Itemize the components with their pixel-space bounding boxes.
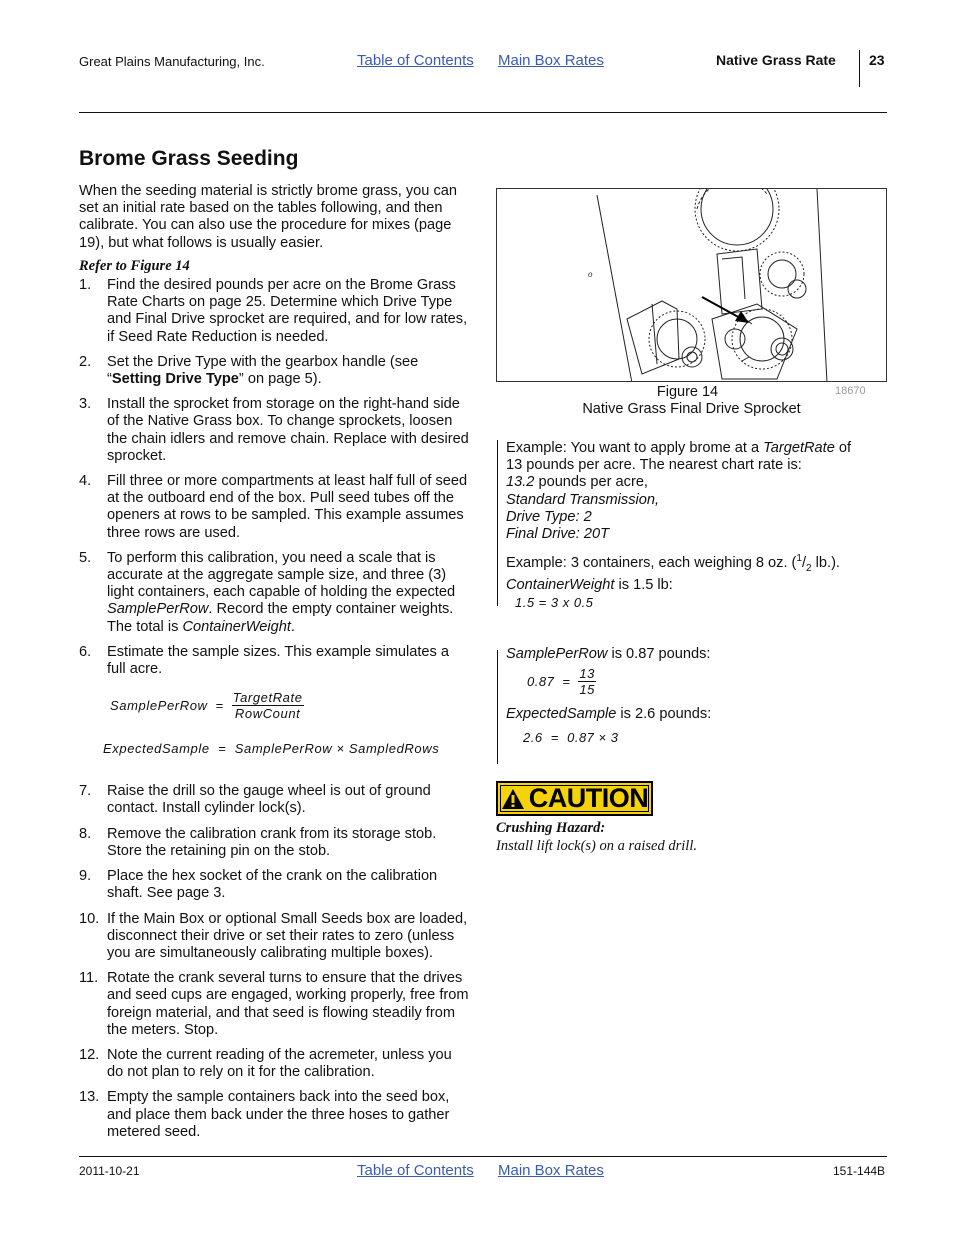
- doc-number: 151-144B: [833, 1164, 886, 1178]
- example-1: Example: You want to apply brome at a TargetRate of 13 pounds per acre. The nearest chart rate is: 13.2 pounds per acre, Standard Transmission, Drive Type: 2 Final Drive: 20T Example: 3 containers, each weighing 8 oz. ($^1/_2$ lb.). ContainerWeight is 1.5 lb: 1.5 = 3 x 0.5: [506, 440, 852, 611]
- hazard-text: Install lift lock(s) on a raised drill.: [496, 838, 697, 854]
- step-1: 1. Find the desired pounds per acre on the Brome Grass Rate Charts on page 25. Determine which Drive Type and Final Drive sprocket are required, and for low rates, if Seed Rate Reduction is needed.: [79, 277, 468, 345]
- page-number: 23: [869, 52, 885, 68]
- toc-link-header[interactable]: Table of Contents: [357, 52, 474, 69]
- figure-caption: Native Grass Final Drive Sprocket: [582, 401, 801, 417]
- step-13: 13. Empty the sample containers back into the seed box, and place them back under the three hoses to gather metered seed.: [79, 1089, 450, 1140]
- intro-paragraph: When the seeding material is strictly brome grass, you can set an initial rate based on the tables following, and then calibrate. You can also use the procedure for mixes (page 19), but what follows is usually easier.: [79, 183, 457, 251]
- figure-small-mark: o: [588, 269, 593, 279]
- main-box-rates-link-header[interactable]: Main Box Rates: [498, 52, 604, 69]
- step-9: 9. Place the hex socket of the crank on the calibration shaft. See page 3.: [79, 868, 438, 902]
- step-8: 8. Remove the calibration crank from its storage stob. Store the retaining pin on the stob.: [79, 825, 437, 859]
- example-1-sidebar: [497, 440, 498, 606]
- company-name: Great Plains Manufacturing, Inc.: [79, 54, 265, 69]
- step-10: 10. If the Main Box or optional Small Seeds box are loaded, disconnect their drive or set their rates to zero (unless you are simultaneously calibrating multiple boxes).: [79, 910, 468, 961]
- main-box-rates-link-footer[interactable]: Main Box Rates: [498, 1162, 604, 1179]
- header-divider: [859, 50, 860, 87]
- example-2: SamplePerRow is 0.87 pounds: 0.87 = $\frac{13}{15}$ ExpectedSample is 2.6 pounds: 2.6 = 0.87 × 3: [506, 646, 886, 747]
- formula-26: 2.6 = 0.87 × 3: [523, 730, 619, 746]
- toc-link-footer[interactable]: Table of Contents: [357, 1162, 474, 1179]
- step-3: 3. Install the sprocket from storage on the right-hand side of the Native Grass box. To change sprockets, loosen the chain idlers and remove chain. Replace with desired sprocket.: [79, 396, 469, 464]
- left-column: [79, 183, 471, 1149]
- step-12: 12. Note the current reading of the acremeter, unless you do not plan to rely on it for the calibration.: [79, 1046, 452, 1081]
- figure-reference: Refer to Figure 14: [79, 257, 190, 274]
- step-5: 5. To perform this calibration, you need a scale that is accurate at the aggregate sample size, and three (3) light containers, each capable of holding the expected SamplePerRow. Record the empty container weights. The total is ContainerWeight.: [79, 549, 456, 635]
- formula-block: [79, 678, 471, 783]
- formula-087: 0.87 = $\frac{13}{15}$: [527, 666, 595, 698]
- figure-14-illustration: [496, 188, 887, 382]
- step-4: 4. Fill three or more compartments at least half full of seed at the outboard end of the box. Pull seed tubes off the openers at rows to be sampled. This example assumes three rows are used.: [79, 473, 468, 541]
- step-11: 11. Rotate the crank several turns to ensure that the drives and seed cups are engaged, working properly, free from foreign material, and that seed is flowing steadily from the meters. Stop.: [79, 970, 469, 1038]
- figure-id: 18670: [835, 385, 866, 397]
- formula-expected-sample: ExpectedSample = SamplePerRow × SampledRows: [103, 741, 440, 757]
- steps-list: [79, 277, 471, 678]
- figure-number: Figure 14: [656, 384, 719, 400]
- step-2: 2. Set the Drive Type with the gearbox handle (see “Setting Drive Type” on page 5).: [79, 353, 419, 388]
- steps-list-continued: [79, 783, 471, 1141]
- header-rule: [79, 112, 887, 113]
- section-title: Native Grass Rate: [716, 52, 836, 68]
- footer-rule: [79, 1156, 887, 1157]
- footer-date: 2011-10-21: [79, 1164, 140, 1178]
- page-title: Brome Grass Seeding: [79, 147, 299, 170]
- example-2-sidebar: [497, 650, 498, 764]
- hazard-title: Crushing Hazard:: [496, 820, 606, 836]
- caution-label: CAUTION: [496, 781, 653, 816]
- formula-sample-per-row: SamplePerRow = $\frac{\text{TargetRate}}{\text{RowCount}}$: [110, 690, 303, 722]
- warning-triangle-icon: [501, 788, 525, 810]
- step-7: 7. Raise the drill so the gauge wheel is out of ground contact. Install cylinder lock(s).: [79, 783, 431, 817]
- sprocket-drawing: [497, 189, 887, 382]
- step-6: 6. Estimate the sample sizes. This example simulates a full acre.: [79, 643, 450, 678]
